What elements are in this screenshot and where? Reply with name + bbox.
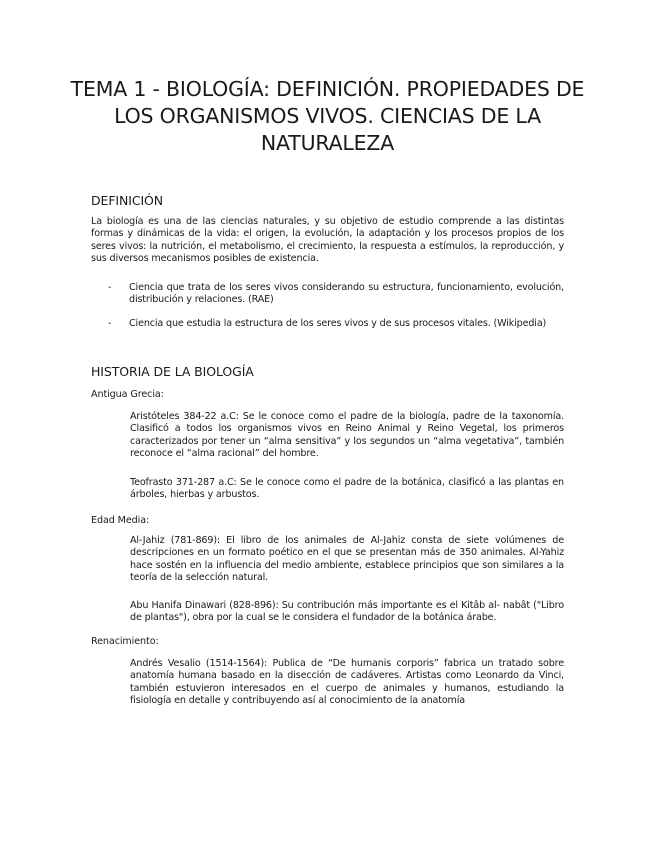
bullet-dash: -: [108, 282, 112, 293]
definicion-bullet: [91, 282, 564, 308]
heading-definicion: DEFINICIÓN: [91, 193, 164, 208]
entry-al-jahiz: Al-Jahiz (781-869): El libro de los animales de Al-Jahiz consta de siete volúmenes de descripciones en un formato poético en el que se presentan más de 350 animales. Al-Yahiz hace sostén en la influencia del medio ambiente, establece principios que son similares a la teoría de la selección natural.: [130, 535, 564, 584]
heading-historia: HISTORIA DE LA BIOLOGÍA: [91, 364, 254, 379]
definicion-bullet: [91, 318, 564, 332]
bullet-text: Ciencia que trata de los seres vivos considerando su estructura, funcionamiento, evolución, distribución y relaciones. (RAE): [129, 282, 564, 306]
label-renacimiento: Renacimiento:: [91, 636, 159, 647]
entry-vesalio: Andrés Vesalio (1514-1564): Publica de “De humanis corporis” fabrica un tratado sobre anatomía humana basado en la disección de cadáveres. Artistas como Leonardo da Vinci, también estuvieron interesados en el cuerpo de animales y humanos, estudiando la fisiología en detalle y contribuyendo así al conocimiento de la anatomía: [130, 658, 564, 707]
bullet-dash: -: [108, 318, 112, 329]
document-title: TEMA 1 - BIOLOGÍA: DEFINICIÓN. PROPIEDADES DE LOS ORGANISMOS VIVOS. CIENCIAS DE LA NATURALEZA: [70, 77, 585, 155]
entry-abu-hanifa: Abu Hanifa Dinawari (828-896): Su contribución más importante es el Kitâb al- nabât ("Libro de plantas"), obra por la cual se le considera el fundador de la botánica árabe.: [130, 600, 564, 624]
definicion-paragraph: La biología es una de las ciencias naturales, y su objetivo de estudio comprende a las distintas formas y dinámicas de la vida: el origen, la evolución, la adaptación y los procesos propios de los seres vivos: la nutrición, el metabolismo, el crecimiento, la respuesta a estímulos, la reproducción, y sus diversos mecanismos posibles de existencia.: [91, 216, 564, 265]
entry-aristoteles: Aristóteles 384-22 a.C: Se le conoce como el padre de la biología, padre de la taxonomía. Clasificó a todos los organismos vivos en Reino Animal y Reino Vegetal, los primeros caracterizados por tener un “alma sensitiva” y los segundos un “alma vegetativa”, también reconoce el “alma racional” del hombre.: [130, 411, 564, 460]
entry-teofrasto: Teofrasto 371-287 a.C: Se le conoce como el padre de la botánica, clasificó a las plantas en árboles, hierbas y arbustos.: [130, 477, 564, 501]
label-edad-media: Edad Media:: [91, 515, 150, 526]
label-antigua-grecia: Antigua Grecia:: [91, 389, 164, 400]
bullet-text: Ciencia que estudia la estructura de los seres vivos y de sus procesos vitales. (Wikipedia): [129, 318, 547, 329]
